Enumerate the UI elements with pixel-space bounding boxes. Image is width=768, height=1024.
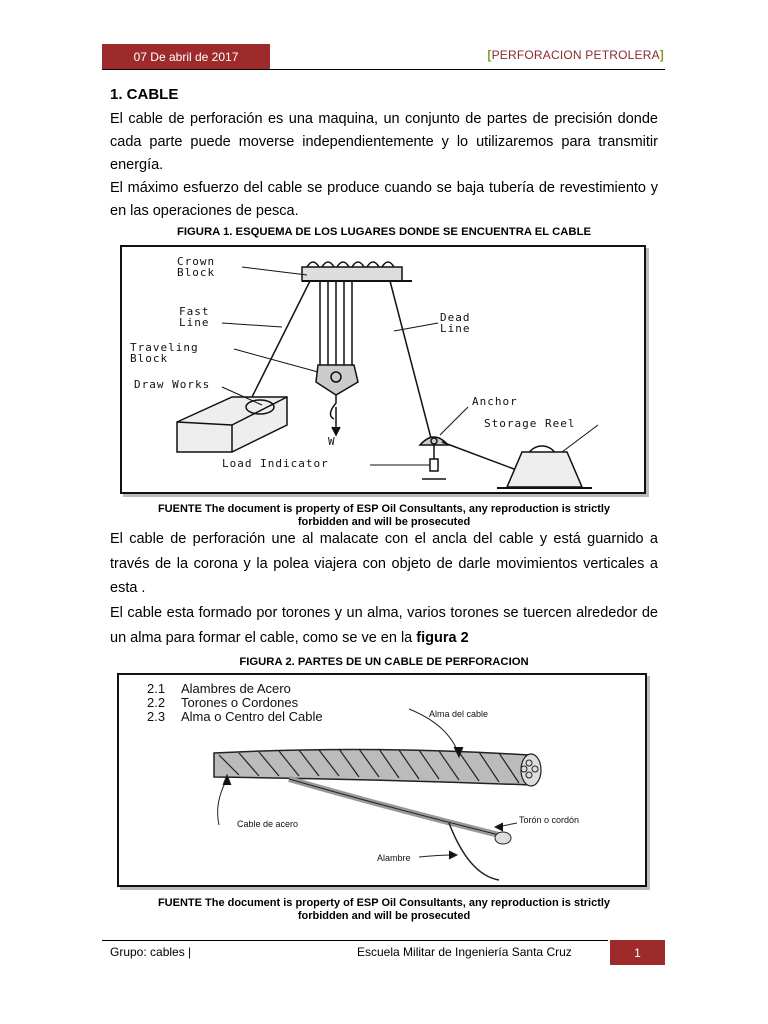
figure-1-source-line-2: forbidden and will be prosecuted — [297, 516, 471, 528]
figure-2-cable-parts-diagram — [117, 673, 647, 887]
paragraph-2: El máximo esfuerzo del cable se produce cuando se baja tubería de revestimiento y en las operaciones de pesca. — [110, 180, 658, 219]
label-cable: Cable de acero — [237, 819, 299, 829]
header-title-text: PERFORACION PETROLERA — [491, 48, 660, 62]
label-weight: W — [328, 435, 336, 448]
label-drawworks: Draw Works — [134, 378, 211, 391]
storage-reel-shape — [507, 452, 582, 487]
crown-block-shape — [302, 267, 402, 281]
label-traveling-2: Block — [130, 352, 169, 365]
label-crown-2: Block — [177, 266, 216, 279]
legend-text-1: Alambres de Acero — [181, 681, 291, 696]
label-dead-1: Dead — [440, 311, 471, 324]
label-alma: Alma del cable — [429, 709, 489, 719]
label-load-indicator: Load Indicator — [222, 457, 329, 470]
figure-1-drawing — [122, 247, 644, 492]
figure-2-source — [110, 897, 658, 923]
figure-1-drilling-cable-diagram — [120, 245, 646, 494]
figure-1-caption: FIGURA 1. ESQUEMA DE LOS LUGARES DONDE SE ENCUENTRA EL CABLE — [176, 226, 592, 238]
legend-num-2: 2.2 — [147, 695, 166, 710]
legend-num-3: 2.3 — [147, 709, 166, 724]
figure-2-drawing — [119, 675, 645, 885]
legend-text-2: Torones o Cordones — [181, 695, 299, 710]
paragraph-3: El cable de perforación une al malacate con el ancla del cable y está guarnido a través de la corona y la polea viajera con objeto de darle movimientos verticales a esta . — [110, 531, 658, 596]
paragraph-4 — [110, 601, 658, 650]
traveling-block-shape — [316, 365, 358, 395]
footer-school: Escuela Militar de Ingeniería Santa Cruz — [357, 945, 572, 959]
figure-2-source-line-2: forbidden and will be prosecuted — [297, 910, 471, 922]
figure-1-source-line-1: FUENTE The document is property of ESP Oil Consultants, any reproduction is strictly — [157, 503, 611, 515]
label-traveling-1: Traveling — [130, 341, 199, 354]
label-alambre: Alambre — [377, 853, 411, 863]
header-rule — [102, 69, 665, 70]
label-toron: Torón o cordón — [519, 815, 580, 825]
label-storage-reel: Storage Reel — [484, 417, 576, 430]
section-heading: 1. CABLE — [110, 86, 179, 103]
label-fast-1: Fast — [179, 305, 210, 318]
header-date: 07 De abril de 2017 — [102, 44, 270, 70]
paragraph-1: El cable de perforación es una maquina, un conjunto de partes de precisión donde cada parte puede moverse independientemente y lo utilizaremos para transmitir energía. — [110, 111, 658, 173]
bracket-close: ] — [659, 48, 664, 62]
page-number: 1 — [610, 940, 665, 965]
bracket-open: [ — [487, 48, 492, 62]
label-crown-1: Crown — [177, 255, 216, 268]
figure-1-source — [110, 503, 658, 529]
label-dead-2: Line — [440, 322, 471, 335]
figure-2-reference: figura 2 — [416, 629, 469, 646]
legend-text-3: Alma o Centro del Cable — [181, 709, 323, 724]
header-title — [487, 48, 664, 62]
figure-2-source-line-1: FUENTE The document is property of ESP Oil Consultants, any reproduction is strictly — [157, 897, 611, 909]
legend-num-1: 2.1 — [147, 681, 166, 696]
label-fast-2: Line — [179, 316, 210, 329]
paragraph-4-text: El cable esta formado por torones y un alma, varios torones se tuercen alrededor de un alma para formar el cable, como se ve en la — [110, 605, 658, 646]
label-anchor: Anchor — [472, 395, 518, 408]
footer-rule — [102, 940, 608, 941]
figure-2-caption: FIGURA 2. PARTES DE UN CABLE DE PERFORACION — [239, 656, 529, 668]
footer-group: Grupo: cables | — [110, 945, 192, 959]
